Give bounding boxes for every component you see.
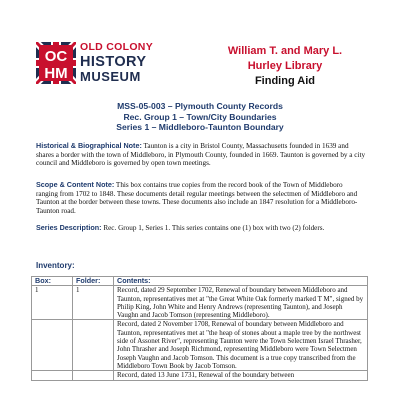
library-line1: William T. and Mary L.	[227, 45, 343, 57]
series-description-label: Series Description:	[36, 223, 102, 232]
historical-note-label: Historical & Biographical Note:	[36, 141, 142, 150]
series-heading: Series 1 – Middleboro-Taunton Boundary	[116, 122, 284, 132]
header-contents: Contents:	[114, 277, 368, 286]
inventory-header-row	[32, 277, 368, 286]
library-line2: Hurley Library	[247, 60, 323, 72]
cell-contents: Record, dated 2 November 1708, Renewal of boundary between Middleboro and Taunton, representatives met at "the heap of stones about a maple tree by the northwest side of Assonet River", representing Taunton were the Town Selectmen Israel Thrasher, John Thrasher and Joseph Richmond, representing Middleboro were Town Selectmen Joseph Vaughn and Jacob Tomson. This document is a true copy transcribed from the Middleboro Town Book by Jacob Tomson.	[114, 320, 368, 371]
scope-note-label: Scope & Content Note:	[36, 180, 115, 189]
series-description	[36, 224, 366, 233]
cell-contents: Record, dated 29 September 1702, Renewal of boundary between Middleboro and Taunton, representatives met at "the Great White Oak formerly marked T M", signed by Philip King, John White and Henry Andrews (representing Taunton), and Joseph Vaughn and Jacob Tomson (representing Middleboro).	[114, 286, 368, 320]
cell-folder	[73, 371, 114, 380]
cell-contents: Record, dated 13 June 1731, Renewal of the boundary between	[114, 371, 368, 380]
cell-box: 1	[32, 286, 73, 320]
inventory-table	[31, 276, 368, 381]
scope-note-text: This box contains true copies from the record book of the Town of Middleboro ranging from 1702 to 1848. These documents detail regular meetings between the selectmen of Middleboro and Taunton at the border between these towns. These documents also include an 1847 resolution for a Middleboro-Taunton road.	[36, 181, 358, 216]
cell-box	[32, 320, 73, 371]
document-headings	[0, 101, 400, 133]
cell-box	[32, 371, 73, 380]
group-heading: Rec. Group 1 – Town/City Boundaries	[123, 111, 277, 122]
ochm-flag-logo	[36, 42, 76, 84]
header-box: Box:	[32, 277, 73, 286]
scope-content-note	[36, 181, 366, 216]
museum-logo	[36, 42, 196, 92]
library-title	[200, 44, 370, 89]
flag-letters-top: OC	[44, 48, 68, 65]
collection-heading: MSS-05-003 – Plymouth County Records	[117, 101, 283, 111]
museum-name	[80, 42, 153, 83]
cell-folder: 1	[73, 286, 114, 320]
museum-name-line2: HISTORY	[80, 53, 147, 70]
finding-aid-label: Finding Aid	[254, 75, 316, 87]
flag-letters-bottom: HM	[44, 65, 68, 82]
table-row	[32, 320, 368, 371]
museum-name-line1: OLD COLONY	[80, 41, 153, 53]
header-folder: Folder:	[73, 277, 114, 286]
table-row	[32, 371, 368, 380]
historical-note-text: Taunton is a city in Bristol County, Massachusetts founded in 1639 and shares a border with the town of Middleboro, in Plymouth County, founded in 1669. Taunton is governed by a city council and Middleboro is governed by open town meetings.	[36, 142, 366, 168]
cell-folder	[73, 320, 114, 371]
historical-note	[36, 142, 366, 168]
series-description-text: Rec. Group 1, Series 1. This series contains one (1) box with two (2) folders.	[101, 224, 325, 232]
museum-name-line3: MUSEUM	[80, 69, 141, 84]
inventory-title: Inventory:	[36, 261, 75, 270]
table-row	[32, 286, 368, 320]
